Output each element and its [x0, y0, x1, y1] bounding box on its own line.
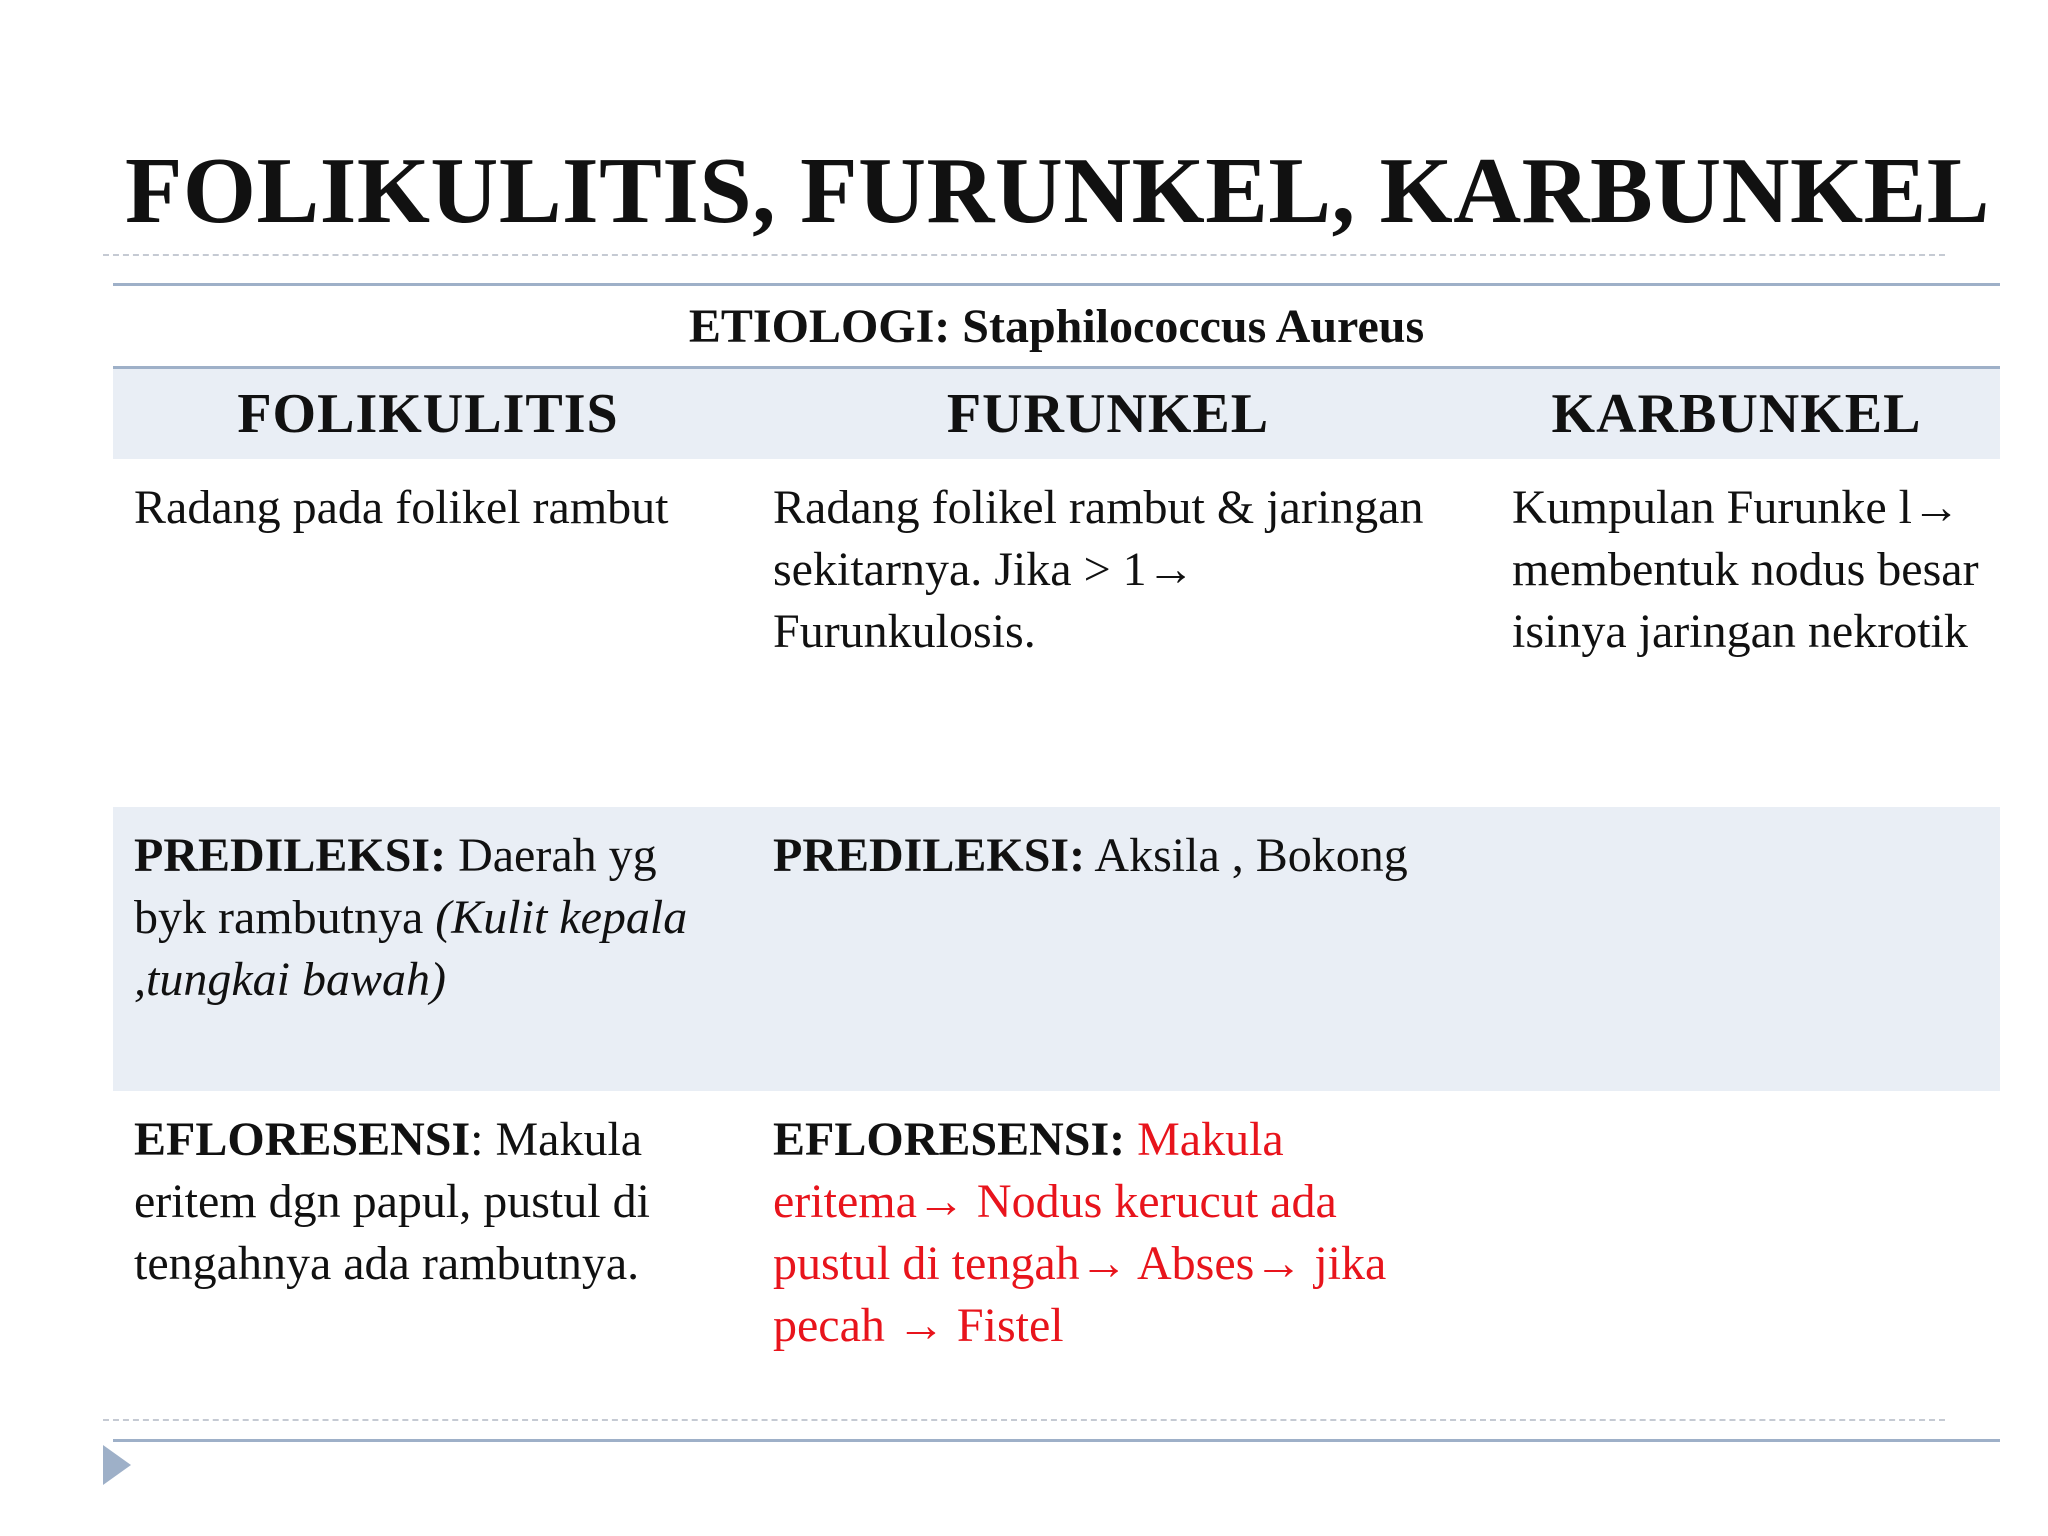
footer-divider	[103, 1419, 1945, 1421]
efloresensi-text: : Makula eritem dgn papul, pustul di tengahnya ada rambutnya.	[134, 1113, 650, 1290]
definition-row	[113, 459, 2000, 807]
etiology-row	[113, 285, 2000, 368]
efloresensi-label: EFLORESENSI	[134, 1113, 471, 1166]
predileksi-karbunkel	[1473, 807, 2000, 1091]
definition-karbunkel: Kumpulan Furunke l→ membentuk nodus besar isinya jaringan nekrotik	[1512, 481, 1979, 658]
predileksi-furunkel	[743, 807, 1473, 1091]
header-row	[113, 368, 2000, 460]
slide-title: FOLIKULITIS, FURUNKEL, KARBUNKEL	[125, 139, 1990, 243]
definition-furunkel: Radang folikel rambut & jaringan sekitarnya. Jika > 1→ Furunkulosis.	[773, 481, 1424, 658]
predileksi-row	[113, 807, 2000, 1091]
predileksi-text: Daerah yg byk rambutnya	[134, 829, 657, 944]
header-furunkel: FURUNKEL	[743, 368, 1473, 460]
efloresensi-folikulitis	[113, 1091, 743, 1441]
etiology-cell: ETIOLOGI: Staphilococcus Aureus	[113, 285, 2000, 368]
efloresensi-label: EFLORESENSI:	[773, 1113, 1126, 1166]
bullet-triangle-icon	[103, 1445, 131, 1485]
efloresensi-furunkel	[743, 1091, 1473, 1441]
efloresensi-text: Makula eritema→ Nodus kerucut ada pustul di tengah→ Abses→ jika pecah → Fistel	[773, 1113, 1387, 1352]
header-folikulitis: FOLIKULITIS	[113, 368, 743, 460]
efloresensi-row	[113, 1091, 2000, 1441]
predileksi-text: Aksila , Bokong	[1085, 829, 1408, 882]
comparison-table	[113, 283, 2000, 1442]
predileksi-location-note: (Kulit kepala ,tungkai bawah)	[134, 891, 688, 1006]
predileksi-label: PREDILEKSI:	[134, 829, 447, 882]
title-divider	[103, 254, 1945, 256]
efloresensi-karbunkel	[1473, 1091, 2000, 1441]
predileksi-label: PREDILEKSI:	[773, 829, 1086, 882]
predileksi-folikulitis	[113, 807, 743, 1091]
header-karbunkel: KARBUNKEL	[1473, 368, 2000, 460]
definition-folikulitis: Radang pada folikel rambut	[134, 481, 669, 534]
